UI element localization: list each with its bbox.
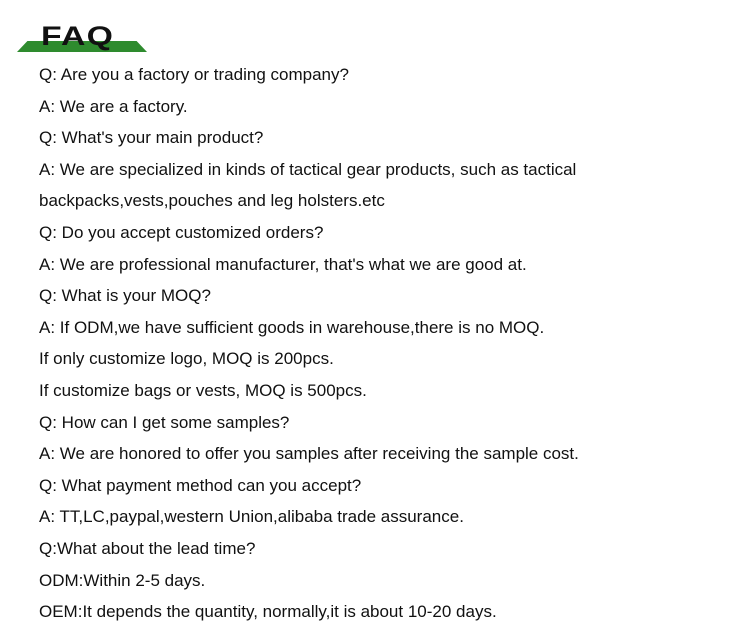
faq-line-question: Q: What is your MOQ? [39,286,211,306]
faq-line-answer: A: We are honored to offer you samples after receiving the sample cost. [39,444,579,464]
faq-line-answer-continued: If only customize logo, MOQ is 200pcs. [39,349,334,369]
faq-line-answer-continued: OEM:It depends the quantity, normally,it is about 10-20 days. [39,602,497,622]
faq-line-answer: A: TT,LC,paypal,western Union,alibaba trade assurance. [39,507,464,527]
faq-line-answer: A: We are a factory. [39,96,188,116]
faq-header [17,22,147,52]
faq-title: FAQ [41,21,115,51]
faq-line-answer: A: We are specialized in kinds of tactical gear products, such as tactical [39,159,577,179]
faq-line-question: Q: Are you a factory or trading company? [39,65,349,84]
faq-line-answer: A: If ODM,we have sufficient goods in warehouse,there is no MOQ. [39,317,545,337]
faq-line-question: Q: Do you accept customized orders? [39,222,324,242]
faq-line-answer: ODM:Within 2-5 days. [39,570,206,590]
faq-line-question: Q: What's your main product? [39,128,264,148]
faq-line-answer-continued: If customize bags or vests, MOQ is 500pcs. [39,380,367,400]
faq-line-answer-continued: backpacks,vests,pouches and leg holsters.etc [39,191,385,211]
faq-line-answer: A: We are professional manufacturer, that's what we are good at. [39,254,527,274]
faq-line-question: Q: How can I get some samples? [39,412,290,432]
faq-line-question: Q:What about the lead time? [39,538,256,558]
faq-list [39,62,579,631]
faq-line-question: Q: What payment method can you accept? [39,475,362,495]
